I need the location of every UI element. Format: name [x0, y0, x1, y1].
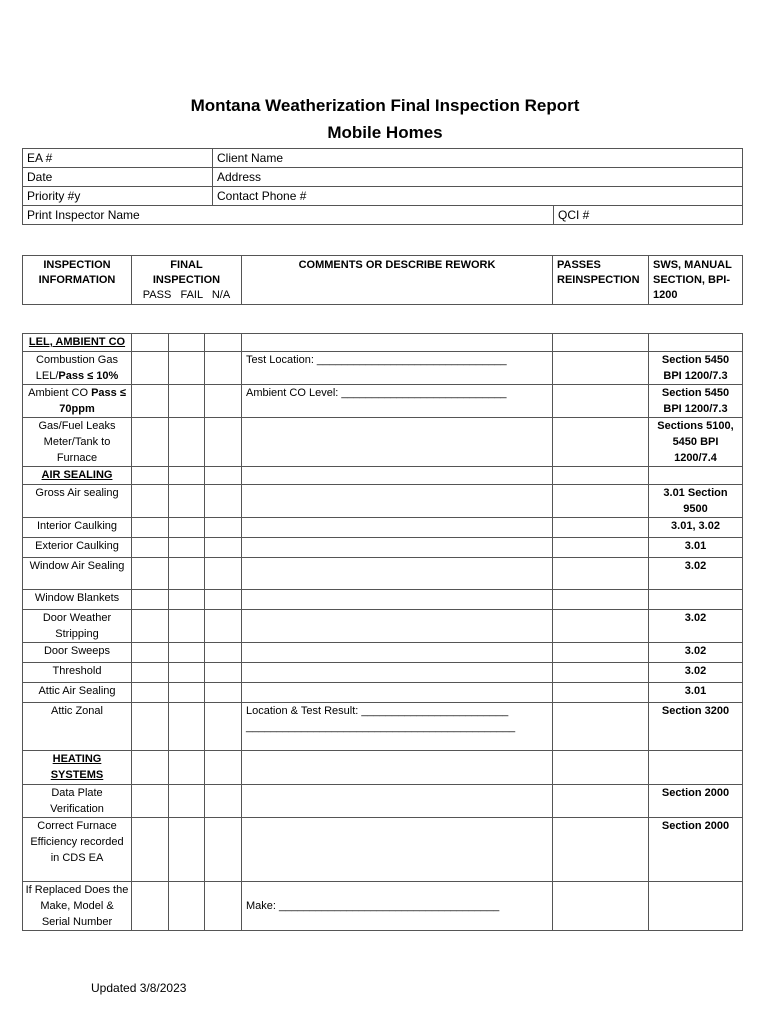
- na-checkbox[interactable]: [205, 785, 242, 818]
- attic-zonal-comment-line2: ____________________________________________: [246, 721, 516, 733]
- data-plate-item: Data Plate Verification: [23, 785, 132, 818]
- data-plate-sws: Section 2000: [649, 785, 743, 818]
- ambient-co-sws: Section 5450 BPI 1200/7.3: [649, 385, 743, 418]
- pass-checkbox[interactable]: [132, 334, 169, 352]
- reinspection-cell[interactable]: [553, 334, 649, 352]
- combustion-gas-item: Combustion Gas LEL/Pass ≤ 10%: [23, 352, 132, 385]
- na-checkbox[interactable]: [205, 418, 242, 467]
- pass-checkbox[interactable]: [132, 751, 169, 785]
- gas-leaks-item: Gas/Fuel Leaks Meter/Tank to Furnace: [23, 418, 132, 467]
- pass-checkbox[interactable]: [132, 467, 169, 485]
- na-checkbox[interactable]: [205, 385, 242, 418]
- inspector-name-field[interactable]: Print Inspector Name: [23, 206, 554, 225]
- fail-checkbox[interactable]: [169, 882, 205, 931]
- pass-checkbox[interactable]: [132, 703, 169, 751]
- interior-caulking-sws: 3.01, 3.02: [649, 518, 743, 538]
- fail-checkbox[interactable]: [169, 538, 205, 558]
- na-checkbox[interactable]: [205, 663, 242, 683]
- header-inspection-info: INSPECTION INFORMATION: [23, 256, 132, 305]
- attic-air-sws: 3.01: [649, 683, 743, 703]
- attic-zonal-sws: Section 3200: [649, 703, 743, 751]
- reinspection-cell[interactable]: [553, 663, 649, 683]
- reinspection-cell[interactable]: [553, 485, 649, 518]
- header-final-inspection: [132, 256, 242, 305]
- threshold-sws: 3.02: [649, 663, 743, 683]
- header-passes-reinspection: PASSES REINSPECTION: [553, 256, 649, 305]
- fail-checkbox[interactable]: [169, 751, 205, 785]
- exterior-caulking-item: Exterior Caulking: [23, 538, 132, 558]
- pass-checkbox[interactable]: [132, 418, 169, 467]
- na-checkbox[interactable]: [205, 683, 242, 703]
- comment-cell[interactable]: [242, 610, 553, 643]
- footer-updated: Updated 3/8/2023: [91, 981, 187, 995]
- comment-cell[interactable]: [242, 418, 553, 467]
- fail-checkbox[interactable]: [169, 683, 205, 703]
- replaced-item: If Replaced Does the Make, Model & Serial Number: [23, 882, 132, 931]
- pass-checkbox[interactable]: [132, 590, 169, 610]
- contact-phone-field[interactable]: Contact Phone #: [213, 187, 743, 206]
- pass-checkbox[interactable]: [132, 352, 169, 385]
- section-heating: HEATING SYSTEMS: [23, 751, 132, 785]
- comment-cell[interactable]: [242, 590, 553, 610]
- client-name-field[interactable]: Client Name: [213, 149, 743, 168]
- comment-cell[interactable]: [242, 683, 553, 703]
- na-checkbox[interactable]: [205, 818, 242, 882]
- fail-checkbox[interactable]: [169, 610, 205, 643]
- pass-checkbox[interactable]: [132, 485, 169, 518]
- reinspection-cell[interactable]: [553, 558, 649, 590]
- fail-checkbox[interactable]: [169, 418, 205, 467]
- section-lel: LEL, AMBIENT CO: [23, 334, 132, 352]
- na-checkbox[interactable]: [205, 610, 242, 643]
- fail-checkbox[interactable]: [169, 590, 205, 610]
- pass-checkbox[interactable]: [132, 385, 169, 418]
- door-weather-item: Door Weather Stripping: [23, 610, 132, 643]
- pass-checkbox[interactable]: [132, 610, 169, 643]
- ambient-co-item: Ambient CO Pass ≤ 70ppm: [23, 385, 132, 418]
- na-checkbox[interactable]: [205, 882, 242, 931]
- replaced-comment[interactable]: Make: ____________________________________: [242, 882, 553, 931]
- combustion-comment[interactable]: Test Location: _______________________________: [242, 352, 553, 385]
- na-checkbox[interactable]: [205, 643, 242, 663]
- info-table: [22, 148, 743, 225]
- fail-checkbox[interactable]: [169, 385, 205, 418]
- comment-cell[interactable]: [242, 558, 553, 590]
- fail-checkbox[interactable]: [169, 663, 205, 683]
- reinspection-cell[interactable]: [553, 385, 649, 418]
- fail-checkbox[interactable]: [169, 334, 205, 352]
- pass-checkbox[interactable]: [132, 518, 169, 538]
- comment-cell[interactable]: [242, 334, 553, 352]
- date-field[interactable]: Date: [23, 168, 213, 187]
- fail-checkbox[interactable]: [169, 643, 205, 663]
- comment-cell[interactable]: [242, 751, 553, 785]
- na-checkbox[interactable]: [205, 751, 242, 785]
- reinspection-cell[interactable]: [553, 467, 649, 485]
- interior-caulking-item: Interior Caulking: [23, 518, 132, 538]
- pass-checkbox[interactable]: [132, 683, 169, 703]
- furnace-efficiency-sws: Section 2000: [649, 818, 743, 882]
- section-air-sealing: AIR SEALING: [23, 467, 132, 485]
- reinspection-cell[interactable]: [553, 818, 649, 882]
- fail-checkbox[interactable]: [169, 558, 205, 590]
- comment-cell[interactable]: [242, 518, 553, 538]
- pass-checkbox[interactable]: [132, 558, 169, 590]
- exterior-caulking-sws: 3.01: [649, 538, 743, 558]
- combustion-sws: Section 5450 BPI 1200/7.3: [649, 352, 743, 385]
- sws-cell: [649, 334, 743, 352]
- sws-cell: [649, 467, 743, 485]
- sws-cell: [649, 590, 743, 610]
- na-checkbox[interactable]: [205, 518, 242, 538]
- reinspection-cell[interactable]: [553, 703, 649, 751]
- comment-cell[interactable]: [242, 538, 553, 558]
- header-sws: SWS, MANUAL SECTION, BPI-1200: [649, 256, 743, 305]
- pass-checkbox[interactable]: [132, 538, 169, 558]
- reinspection-cell[interactable]: [553, 683, 649, 703]
- fail-checkbox[interactable]: [169, 352, 205, 385]
- na-checkbox[interactable]: [205, 334, 242, 352]
- pass-checkbox[interactable]: [132, 785, 169, 818]
- attic-air-item: Attic Air Sealing: [23, 683, 132, 703]
- reinspection-cell[interactable]: [553, 538, 649, 558]
- pass-checkbox[interactable]: [132, 663, 169, 683]
- na-checkbox[interactable]: [205, 538, 242, 558]
- address-field[interactable]: Address: [213, 168, 743, 187]
- door-weather-sws: 3.02: [649, 610, 743, 643]
- reinspection-cell[interactable]: [553, 751, 649, 785]
- na-checkbox[interactable]: [205, 590, 242, 610]
- page-title: Montana Weatherization Final Inspection Report: [190, 96, 580, 115]
- comment-cell[interactable]: [242, 485, 553, 518]
- window-air-item: Window Air Sealing: [23, 558, 132, 590]
- fail-checkbox[interactable]: [169, 518, 205, 538]
- gas-leaks-sws: Sections 5100, 5450 BPI 1200/7.4: [649, 418, 743, 467]
- pass-checkbox[interactable]: [132, 643, 169, 663]
- threshold-item: Threshold: [23, 663, 132, 683]
- furnace-efficiency-item: Correct Furnace Efficiency recorded in CDS EA: [23, 818, 132, 882]
- page-subtitle: Mobile Homes: [327, 123, 443, 142]
- comment-cell[interactable]: [242, 818, 553, 882]
- door-sweeps-sws: 3.02: [649, 643, 743, 663]
- gross-air-item: Gross Air sealing: [23, 485, 132, 518]
- header-pass-fail-na: PASS FAIL N/A: [142, 289, 231, 301]
- priority-field[interactable]: Priority #y: [23, 187, 213, 206]
- window-air-sws: 3.02: [649, 558, 743, 590]
- gross-air-sws: 3.01 Section 9500: [649, 485, 743, 518]
- reinspection-cell[interactable]: [553, 882, 649, 931]
- attic-zonal-item: Attic Zonal: [23, 703, 132, 751]
- fail-checkbox[interactable]: [169, 818, 205, 882]
- reinspection-cell[interactable]: [553, 518, 649, 538]
- pass-checkbox[interactable]: [132, 818, 169, 882]
- na-checkbox[interactable]: [205, 352, 242, 385]
- fail-checkbox[interactable]: [169, 467, 205, 485]
- sws-cell: [649, 882, 743, 931]
- reinspection-cell[interactable]: [553, 785, 649, 818]
- door-sweeps-item: Door Sweeps: [23, 643, 132, 663]
- fail-checkbox[interactable]: [169, 485, 205, 518]
- header-comments: COMMENTS OR DESCRIBE REWORK: [242, 256, 553, 305]
- comment-cell[interactable]: [242, 643, 553, 663]
- comment-cell[interactable]: [242, 467, 553, 485]
- reinspection-cell[interactable]: [553, 643, 649, 663]
- comment-cell[interactable]: [242, 663, 553, 683]
- reinspection-cell[interactable]: [553, 352, 649, 385]
- window-blankets-item: Window Blankets: [23, 590, 132, 610]
- header-final-inspection-label: FINAL INSPECTION: [152, 259, 221, 286]
- reinspection-cell[interactable]: [553, 418, 649, 467]
- na-checkbox[interactable]: [205, 703, 242, 751]
- na-checkbox[interactable]: [205, 485, 242, 518]
- fail-checkbox[interactable]: [169, 703, 205, 751]
- reinspection-cell[interactable]: [553, 590, 649, 610]
- inspection-table: [22, 333, 743, 931]
- qci-field[interactable]: QCI #: [554, 206, 743, 225]
- na-checkbox[interactable]: [205, 558, 242, 590]
- fail-checkbox[interactable]: [169, 785, 205, 818]
- pass-checkbox[interactable]: [132, 882, 169, 931]
- na-checkbox[interactable]: [205, 467, 242, 485]
- reinspection-cell[interactable]: [553, 610, 649, 643]
- attic-zonal-comment[interactable]: [242, 703, 553, 751]
- ambient-co-comment[interactable]: Ambient CO Level: ___________________________: [242, 385, 553, 418]
- sws-cell: [649, 751, 743, 785]
- ea-field[interactable]: EA #: [23, 149, 213, 168]
- attic-zonal-comment-line1: Location & Test Result: ________________________: [246, 705, 509, 717]
- inspection-header-table: [22, 255, 743, 305]
- comment-cell[interactable]: [242, 785, 553, 818]
